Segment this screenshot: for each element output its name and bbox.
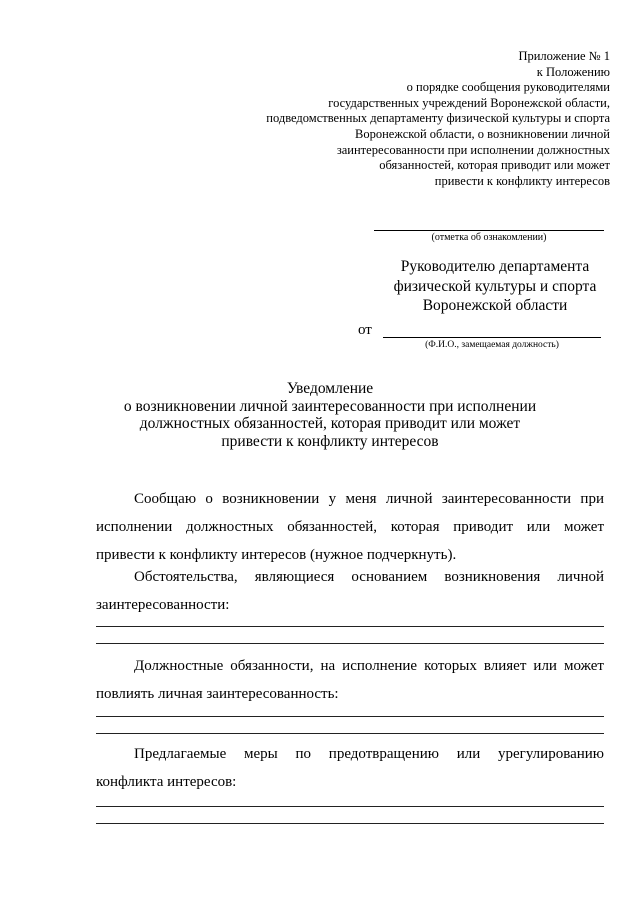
appendix-line: Приложение № 1	[518, 49, 610, 63]
notice-title-block	[100, 380, 560, 450]
sender-fill-line	[383, 337, 601, 338]
fill-line	[96, 806, 604, 807]
notice-subtitle-line: привести к конфликту интересов	[221, 432, 439, 450]
paragraph-circumstances	[96, 563, 604, 619]
paragraph-line: Обстоятельства, являющиеся основанием возникновения личной	[134, 569, 604, 585]
appendix-line: к Положению	[536, 64, 610, 79]
fill-line	[96, 643, 604, 644]
sender-label: от	[358, 322, 372, 338]
paragraph-line: привести к конфликту интересов (нужное подчеркнуть).	[96, 547, 457, 563]
acknowledgement-signature-line	[374, 230, 604, 231]
paragraph-line: Предлагаемые меры по предотвращению или урегулированию	[134, 746, 604, 762]
appendix-line: заинтересованности при исполнении должностных	[336, 142, 610, 157]
appendix-line: Воронежской области, о возникновении личной	[354, 126, 610, 141]
appendix-line: государственных учреждений Воронежской области,	[328, 95, 610, 110]
notice-title: Уведомление	[286, 380, 374, 397]
fill-line	[96, 716, 604, 717]
acknowledgement-caption: (отметка об ознакомлении)	[431, 232, 547, 243]
paragraph-measures	[96, 740, 604, 796]
fill-line	[96, 733, 604, 734]
appendix-line: привести к конфликту интересов	[434, 173, 610, 188]
appendix-header	[190, 49, 610, 189]
paragraph-statement	[96, 485, 604, 569]
recipient-line: физической культуры и спорта	[393, 277, 597, 295]
paragraph-line: Должностные обязанности, на исполнение которых влияет или может	[134, 658, 604, 674]
paragraph-line: исполнении должностных обязанностей, которая приводит или может	[96, 519, 604, 535]
paragraph-line: повлиять личная заинтересованность:	[96, 686, 339, 702]
appendix-line: подведомственных департаменту физической культуры и спорта	[266, 111, 610, 126]
paragraph-line: заинтересованности:	[96, 597, 230, 613]
notice-subtitle-line: о возникновении личной заинтересованности при исполнении	[123, 397, 537, 415]
appendix-line: обязанностей, которая приводит или может	[379, 158, 610, 173]
sender-caption: (Ф.И.О., замещаемая должность)	[425, 340, 559, 350]
recipient-block	[360, 257, 630, 316]
paragraph-line: конфликта интересов:	[96, 774, 237, 790]
paragraph-duties	[96, 652, 604, 708]
recipient-line: Воронежской области	[422, 297, 568, 314]
recipient-line: Руководителю департамента	[400, 258, 590, 275]
fill-line	[96, 823, 604, 824]
paragraph-line: Сообщаю о возникновении у меня личной заинтересованности при	[134, 491, 604, 507]
notice-subtitle-line: должностных обязанностей, которая приводит или может	[139, 415, 521, 432]
appendix-line: о порядке сообщения руководителями	[406, 80, 610, 95]
fill-line	[96, 626, 604, 627]
